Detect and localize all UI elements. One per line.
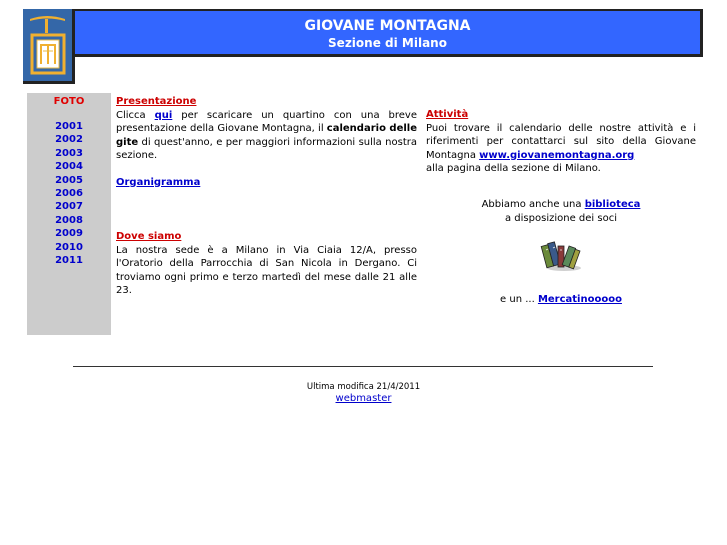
left-column xyxy=(116,95,417,298)
presentazione-text-middle: per scaricare un quartino con una breve presentazione della Giovane Montagna, il xyxy=(116,109,417,134)
year-list xyxy=(27,120,111,267)
presentazione-text-start: Clicca xyxy=(116,109,146,121)
logo[interactable] xyxy=(23,9,75,84)
sidebar xyxy=(27,93,111,335)
year-link-2010[interactable]: 2010 xyxy=(55,241,83,253)
attivita-title: Attività xyxy=(426,109,469,120)
books-icon xyxy=(540,238,582,272)
giovanemontagna-site-link[interactable]: www.giovanemontagna.org xyxy=(479,149,635,161)
year-link-2001[interactable]: 2001 xyxy=(55,121,83,132)
presentazione-title: Presentazione xyxy=(116,96,197,107)
mercatino-link[interactable]: Mercatinooooo xyxy=(537,294,622,305)
download-presentation-link[interactable]: qui xyxy=(154,109,173,121)
attivita-text-end: alla pagina della sezione di Milano. xyxy=(426,163,601,174)
site-title: GIOVANE MONTAGNA xyxy=(304,18,471,34)
attivita-text xyxy=(426,122,696,176)
year-link-2008[interactable]: 2008 xyxy=(55,214,83,226)
biblioteca-text-start: Abbiamo anche una xyxy=(481,199,585,210)
biblioteca-subtext: a disposizione dei soci xyxy=(505,212,617,224)
biblioteca-text xyxy=(426,198,696,212)
dove-siamo-text: La nostra sede è a Milano in Via Ciaia 12/A, presso l'Oratorio della Parrocchia di San Nicola in Dergano. Ci troviamo ogni primo e terzo martedì del mese dalle 21 alle 23. xyxy=(116,244,417,296)
dove-siamo-title: Dove siamo xyxy=(116,231,182,242)
year-link-2002[interactable]: 2002 xyxy=(55,134,83,146)
divider xyxy=(73,366,653,367)
year-link-2007[interactable]: 2007 xyxy=(55,201,83,213)
giovane-montagna-logo-icon xyxy=(23,9,72,81)
mercatino-text-start: e un ... xyxy=(500,294,538,305)
organigramma-link[interactable]: Organigramma xyxy=(116,176,201,188)
year-link-2011[interactable]: 2011 xyxy=(55,254,83,266)
year-link-2009[interactable]: 2009 xyxy=(55,228,83,240)
presentazione-text xyxy=(116,109,417,163)
calendar-bold-text: calendario delle gite xyxy=(116,123,418,148)
header-banner xyxy=(75,9,703,57)
last-modified: Ultima modifica 21/4/2011 xyxy=(306,382,421,392)
webmaster-link[interactable]: webmaster xyxy=(335,393,392,404)
foto-label: FOTO xyxy=(53,96,85,107)
right-column xyxy=(426,108,696,176)
site-subtitle: Sezione di Milano xyxy=(328,36,447,50)
year-link-2003[interactable]: 2003 xyxy=(55,147,83,159)
year-link-2005[interactable]: 2005 xyxy=(55,174,83,186)
attivita-text-start: Puoi trovare il calendario delle nostre attività e i riferimenti per contattarci sul sito della Giovane Montagna xyxy=(426,122,696,161)
mercatino-text xyxy=(426,293,696,307)
year-link-2004[interactable]: 2004 xyxy=(55,161,83,173)
biblioteca-link[interactable]: biblioteca xyxy=(584,199,641,210)
footer xyxy=(0,381,727,405)
year-link-2006[interactable]: 2006 xyxy=(55,187,83,199)
presentazione-text-end: di quest'anno, e per maggiori informazioni sulla nostra sezione. xyxy=(116,136,417,161)
